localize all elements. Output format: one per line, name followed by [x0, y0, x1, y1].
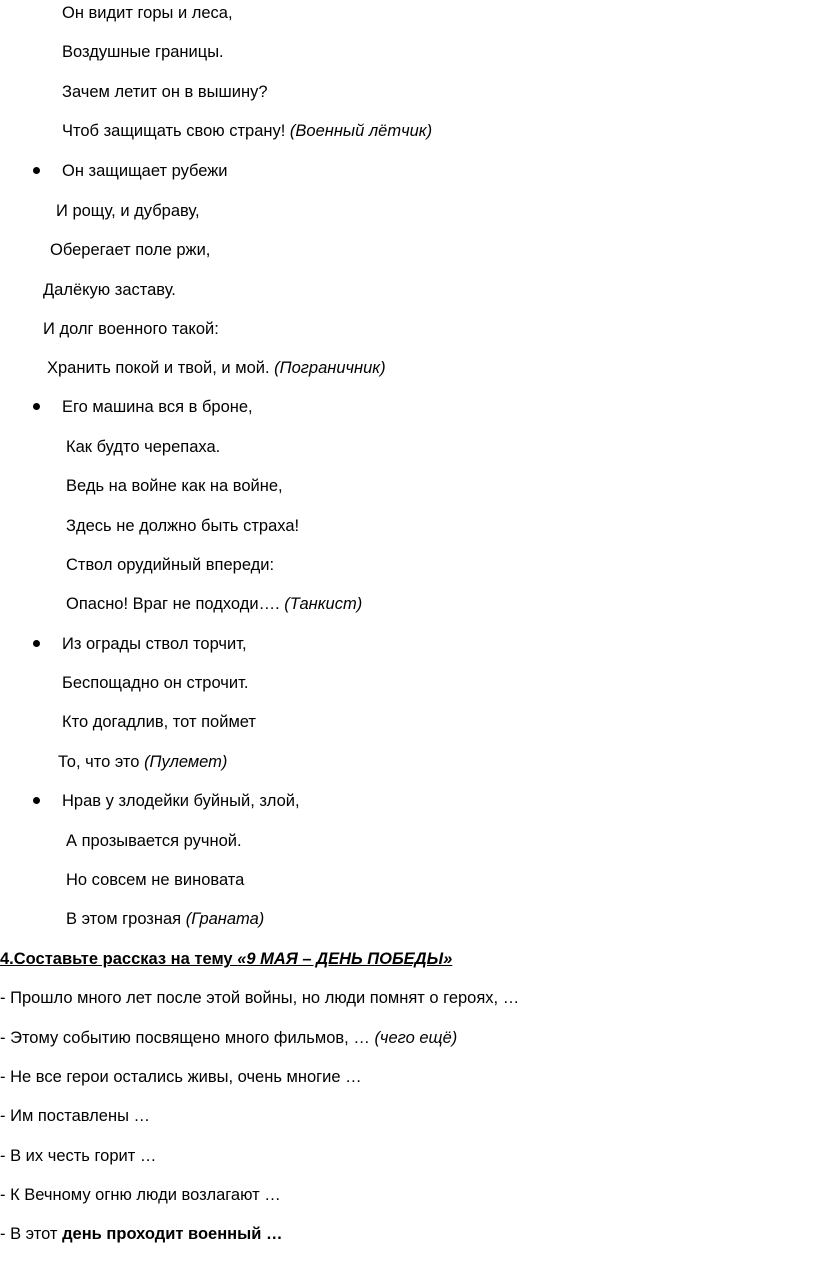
- riddle-4-answer: (Пулемет): [144, 753, 228, 771]
- riddle-3-line-3: Ведь на войне как на войне,: [66, 477, 283, 495]
- riddle-3-line-5: Ствол орудийный впереди:: [66, 556, 275, 574]
- riddle-4-line-1: Из ограды ствол торчит,: [62, 635, 247, 653]
- bullet-icon: [33, 167, 40, 174]
- riddle-1-line-4-text: Чтоб защищать свою страну!: [62, 122, 286, 140]
- bullet-icon: [33, 640, 40, 647]
- task-heading: [0, 949, 452, 969]
- task-item-2-hint: (чего ещё): [374, 1029, 458, 1047]
- task-item-7-text: - В этот: [0, 1225, 63, 1243]
- riddle-1-line-2: Воздушные границы.: [62, 43, 224, 61]
- task-item-5: - В их честь горит …: [0, 1147, 157, 1165]
- riddle-5-line-3: Но совсем не виновата: [66, 871, 245, 889]
- riddle-1-line-4: [62, 121, 432, 141]
- riddle-4-line-4: [58, 752, 227, 772]
- riddle-2-line-6-text: Хранить покой и твой, и мой.: [47, 359, 270, 377]
- task-item-7: [0, 1224, 282, 1244]
- riddle-2-line-3: Оберегает поле ржи,: [50, 241, 211, 259]
- riddle-5-line-4-text: В этом грозная: [66, 910, 182, 928]
- riddle-1-line-1: Он видит горы и леса,: [62, 4, 233, 22]
- riddle-3-line-4: Здесь не должно быть страха!: [66, 517, 300, 535]
- riddle-4-line-2: Беспощадно он строчит.: [62, 674, 249, 692]
- riddle-5-line-1: Нрав у злодейки буйный, злой,: [62, 792, 300, 810]
- task-heading-topic: «9 МАЯ – ДЕНЬ ПОБЕДЫ»: [237, 950, 453, 968]
- riddle-5-line-4: [66, 909, 264, 929]
- riddle-3-line-1: Его машина вся в броне,: [62, 398, 253, 416]
- bullet-icon: [33, 797, 40, 804]
- riddle-2-line-5: И долг военного такой:: [43, 320, 219, 338]
- bullet-icon: [33, 403, 40, 410]
- riddle-2-line-1: Он защищает рубежи: [62, 162, 228, 180]
- task-item-6: - К Вечному огню люди возлагают …: [0, 1186, 281, 1204]
- riddle-2-line-2: И рощу, и дубраву,: [56, 202, 200, 220]
- task-item-2-text: - Этому событию посвящено много фильмов, …: [0, 1029, 375, 1047]
- riddle-2-line-6: [47, 358, 386, 378]
- riddle-2-line-4: Далёкую заставу.: [43, 281, 176, 299]
- task-heading-prefix: 4.Составьте рассказ на тему: [0, 950, 238, 968]
- task-item-4: - Им поставлены …: [0, 1107, 151, 1125]
- riddle-3-line-6-text: Опасно! Враг не подходи….: [66, 595, 280, 613]
- task-item-7-bold: день проходит военный …: [62, 1225, 283, 1243]
- riddle-3-line-6: [66, 594, 362, 614]
- riddle-5-answer: (Граната): [185, 910, 265, 928]
- task-item-1: - Прошло много лет после этой войны, но люди помнят о героях, …: [0, 989, 520, 1007]
- riddle-1-answer: (Военный лётчик): [289, 122, 433, 140]
- riddle-4-line-3: Кто догадлив, тот поймет: [62, 713, 256, 731]
- task-item-3: - Не все герои остались живы, очень многие …: [0, 1068, 362, 1086]
- riddle-4-line-4-text: То, что это: [58, 753, 140, 771]
- task-item-2: [0, 1028, 457, 1048]
- riddle-2-answer: (Пограничник): [274, 359, 386, 377]
- riddle-5-line-2: А прозывается ручной.: [66, 832, 242, 850]
- riddle-3-answer: (Танкист): [284, 595, 363, 613]
- riddle-3-line-2: Как будто черепаха.: [66, 438, 221, 456]
- riddle-1-line-3: Зачем летит он в вышину?: [62, 83, 268, 101]
